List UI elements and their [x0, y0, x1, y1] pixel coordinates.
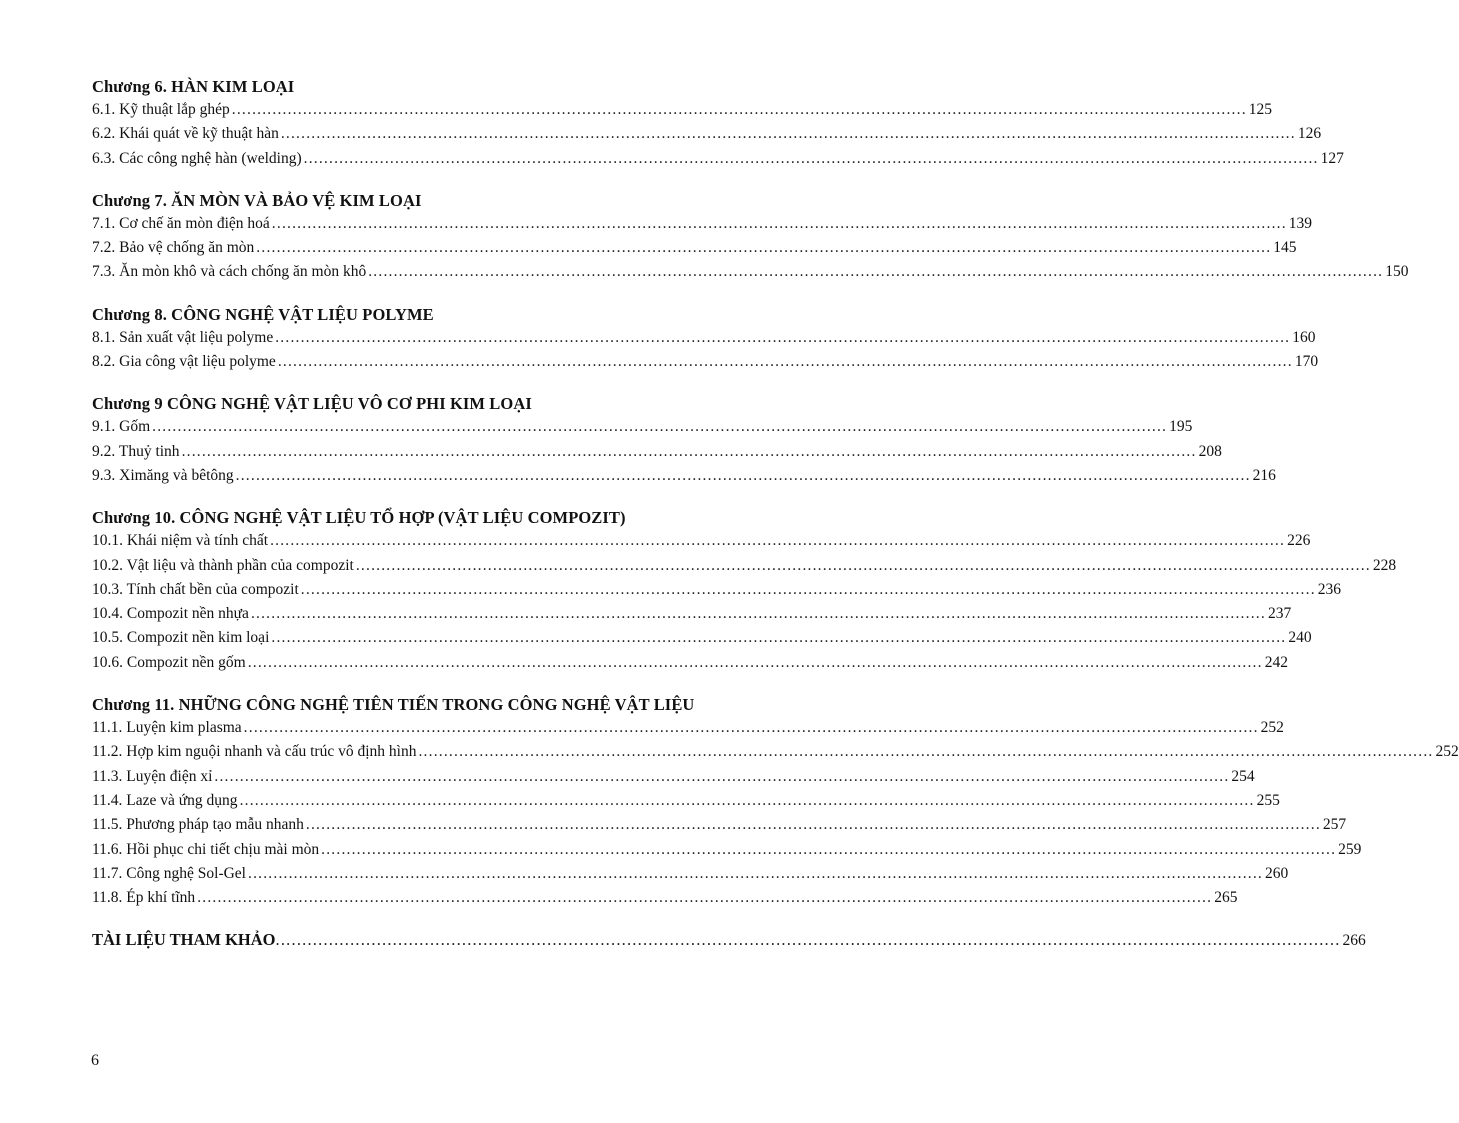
chapter-list [92, 76, 1459, 910]
toc-entry[interactable] [92, 350, 1319, 374]
toc-entry[interactable] [92, 716, 1284, 740]
entry-page: 242 [1264, 653, 1288, 671]
leader-dots: ........................................................................................................................................................................................................ [303, 149, 1319, 167]
entry-label: 7.2. Bảo vệ chống ăn mòn [92, 239, 255, 257]
entry-page: 240 [1288, 629, 1312, 647]
toc-entry[interactable] [92, 464, 1276, 488]
toc-entry[interactable] [92, 740, 1459, 764]
entry-page: 216 [1252, 466, 1276, 484]
entry-label: 6.2. Khái quát về kỹ thuật hàn [92, 125, 279, 143]
references-page: 266 [1342, 932, 1366, 950]
entry-label: 10.6. Compozit nền gốm [92, 653, 246, 671]
entry-label: 9.3. Ximăng và bêtông [92, 466, 234, 484]
chapter-block [92, 190, 1409, 285]
toc-entry[interactable] [92, 886, 1238, 910]
entry-page: 259 [1338, 840, 1362, 858]
chapter-block [92, 76, 1344, 171]
chapter-title: Chương 11. NHỮNG CÔNG NGHỆ TIÊN TIẾN TRONG CÔNG NGHỆ VẬT LIỆU [92, 695, 695, 715]
toc-entry[interactable] [92, 862, 1289, 886]
toc-entry[interactable] [92, 651, 1288, 675]
entry-label: 11.1. Luyện kim plasma [92, 719, 242, 737]
entry-page: 257 [1322, 816, 1347, 834]
entry-label: 11.6. Hồi phục chi tiết chịu mài mòn [92, 840, 320, 858]
toc-entry[interactable] [92, 813, 1347, 837]
leader-dots: ........................................................................................................................................................................................................ [271, 629, 1287, 647]
toc-entry[interactable] [92, 529, 1311, 553]
entry-label: 10.2. Vật liệu và thành phần của compozit [92, 556, 354, 574]
entry-page: 208 [1198, 442, 1222, 460]
toc-entry[interactable] [92, 789, 1280, 813]
leader-dots: ........................................................................................................................................................................................................ [277, 353, 1293, 371]
leader-dots: ........................................................................................................................................................................................................ [181, 442, 1197, 460]
entry-label: 7.1. Cơ chế ăn mòn điện hoá [92, 214, 270, 232]
leader-dots: ........................................................................................................................................................................................................ [248, 864, 1263, 882]
toc-entry[interactable] [92, 147, 1344, 171]
chapter-title: Chương 6. HÀN KIM LOẠI [92, 77, 295, 96]
entry-page: 255 [1256, 791, 1280, 809]
toc-entry[interactable] [92, 602, 1292, 626]
entry-page: 226 [1287, 532, 1311, 550]
leader-dots: ........................................................................................................................................................................................................ [275, 328, 1291, 346]
entry-label: 6.3. Các công nghệ hàn (welding) [92, 149, 302, 167]
entry-page: 145 [1273, 239, 1297, 257]
leader-dots: ........................................................................................................................................................................................................ [235, 466, 1251, 484]
leader-dots: ........................................................................................................................................................................................................ [214, 767, 1230, 785]
entry-label: 11.8. Ép khí tĩnh [92, 889, 196, 907]
leader-dots: ........................................................................................................................................................................................................ [355, 556, 1371, 574]
entry-label: 10.1. Khái niệm và tính chất [92, 532, 269, 550]
entry-page: 265 [1214, 889, 1238, 907]
toc-entry[interactable] [92, 578, 1342, 602]
leader-dots: ........................................................................................................................................................................................................ [247, 653, 1263, 671]
toc-entry[interactable] [92, 554, 1397, 578]
entry-label: 10.3. Tính chất bền của compozit [92, 580, 299, 598]
entry-page: 228 [1372, 556, 1397, 574]
toc-entry[interactable] [92, 838, 1362, 862]
toc-entry[interactable] [92, 765, 1255, 789]
entry-page: 125 [1248, 101, 1273, 118]
entry-label: 9.2. Thuỷ tinh [92, 442, 180, 460]
entry-page: 252 [1435, 743, 1459, 761]
entry-page: 260 [1265, 864, 1289, 882]
toc-entry[interactable] [92, 326, 1316, 350]
references-entry[interactable] [92, 929, 1366, 951]
leader-dots: ........................................................................................................................................................................................................ [256, 239, 1272, 257]
entry-page: 170 [1294, 353, 1319, 371]
entry-page: 150 [1385, 263, 1409, 281]
leader-dots: ........................................................................................................................................................................................................ [152, 418, 1168, 436]
leader-dots: ........................................................................................................................................................................................................ [275, 930, 1341, 950]
toc-entry[interactable] [92, 415, 1193, 439]
chapter-block [92, 507, 1397, 675]
leader-dots: ........................................................................................................................................................................................................ [300, 580, 1316, 598]
entry-label: 6.1. Kỹ thuật lắp ghép [92, 101, 230, 118]
references-label: TÀI LIỆU THAM KHẢO [92, 930, 276, 950]
leader-dots: ........................................................................................................................................................................................................ [280, 125, 1296, 143]
entry-label: 11.5. Phương pháp tạo mẫu nhanh [92, 816, 304, 834]
entry-page: 237 [1267, 605, 1292, 623]
entry-label: 9.1. Gốm [92, 418, 151, 436]
leader-dots: ........................................................................................................................................................................................................ [239, 791, 1255, 809]
entry-label: 10.5. Compozit nền kim loại [92, 629, 270, 647]
toc-entry[interactable] [92, 212, 1313, 236]
entry-label: 10.4. Compozit nền nhựa [92, 605, 249, 623]
entry-page: 195 [1169, 418, 1193, 436]
leader-dots: ........................................................................................................................................................................................................ [418, 743, 1434, 761]
entry-page: 127 [1320, 149, 1344, 167]
entry-label: 8.1. Sản xuất vật liệu polyme [92, 328, 274, 346]
toc-entry[interactable] [92, 122, 1322, 146]
chapter-title: Chương 9 CÔNG NGHỆ VẬT LIỆU VÔ CƠ PHI KIM LOẠI [92, 394, 532, 414]
leader-dots: ........................................................................................................................................................................................................ [271, 214, 1287, 232]
chapter-block [92, 304, 1319, 375]
leader-dots: ........................................................................................................................................................................................................ [250, 605, 1266, 623]
entry-label: 11.4. Laze và ứng dụng [92, 791, 238, 809]
toc-entry[interactable] [92, 626, 1312, 650]
chapter-block [92, 393, 1276, 488]
toc-entry[interactable] [92, 236, 1297, 260]
page-number: 6 [91, 1052, 99, 1069]
entry-label: 11.2. Hợp kim nguội nhanh và cấu trúc vô định hình [92, 743, 417, 761]
chapter-title: Chương 7. ĂN MÒN VÀ BẢO VỆ KIM LOẠI [92, 190, 422, 210]
entry-page: 139 [1288, 214, 1313, 232]
leader-dots: ........................................................................................................................................................................................................ [368, 263, 1384, 281]
toc-entry[interactable] [92, 440, 1222, 464]
entry-label: 8.2. Gia công vật liệu polyme [92, 353, 276, 371]
chapter-title: Chương 8. CÔNG NGHỆ VẬT LIỆU POLYME [92, 304, 434, 324]
entry-page: 126 [1297, 125, 1322, 143]
entry-page: 236 [1317, 580, 1342, 598]
leader-dots: ........................................................................................................................................................................................................ [231, 101, 1247, 118]
chapter-title: Chương 10. CÔNG NGHỆ VẬT LIỆU TỔ HỢP (VẬT LIỆU COMPOZIT) [92, 508, 626, 528]
table-of-contents [92, 76, 1459, 951]
toc-entry[interactable] [92, 98, 1273, 122]
entry-page: 252 [1260, 719, 1284, 737]
entry-page: 254 [1231, 767, 1255, 785]
leader-dots: ........................................................................................................................................................................................................ [197, 889, 1213, 907]
leader-dots: ........................................................................................................................................................................................................ [270, 532, 1286, 550]
entry-label: 11.3. Luyện điện xỉ [92, 767, 213, 785]
entry-label: 7.3. Ăn mòn khô và cách chống ăn mòn khô [92, 263, 367, 281]
entry-page: 160 [1292, 328, 1316, 346]
toc-entry[interactable] [92, 260, 1409, 284]
entry-label: 11.7. Công nghệ Sol-Gel [92, 864, 246, 882]
leader-dots: ........................................................................................................................................................................................................ [305, 816, 1321, 834]
leader-dots: ........................................................................................................................................................................................................ [321, 840, 1337, 858]
chapter-block [92, 694, 1459, 910]
leader-dots: ........................................................................................................................................................................................................ [243, 719, 1259, 737]
